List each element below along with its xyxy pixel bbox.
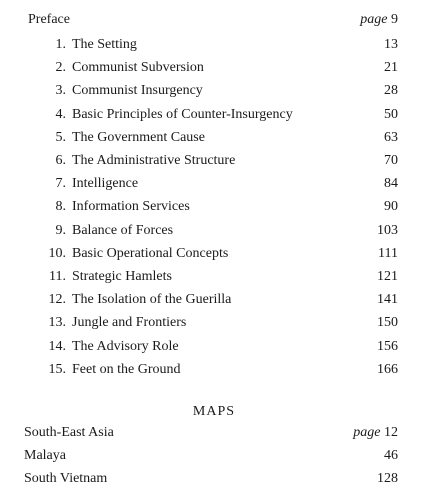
maps-heading: MAPS bbox=[192, 404, 236, 419]
chapter-number: 9. bbox=[55, 222, 66, 238]
chapter-entry bbox=[26, 313, 398, 333]
chapter-title: Feet on the Ground bbox=[72, 361, 181, 377]
chapter-page: 63 bbox=[384, 129, 398, 145]
chapter-number: 6. bbox=[55, 153, 66, 168]
chapter-number: 15. bbox=[48, 361, 66, 377]
page-word: page bbox=[353, 425, 381, 440]
chapter-entry bbox=[26, 290, 398, 310]
map-title: South Vietnam bbox=[24, 471, 108, 486]
chapter-title: Communist Subversion bbox=[72, 60, 204, 76]
chapter-entry bbox=[26, 58, 398, 78]
map-title: South-East Asia bbox=[24, 425, 114, 440]
chapter-number: 3. bbox=[55, 83, 66, 99]
map-entry bbox=[24, 446, 398, 466]
chapter-page: 90 bbox=[384, 199, 398, 215]
chapter-title: Basic Operational Concepts bbox=[72, 245, 229, 261]
chapter-entry bbox=[26, 174, 398, 194]
chapter-number: 5. bbox=[55, 129, 66, 145]
page-word: page bbox=[360, 12, 388, 27]
map-page: 46 bbox=[384, 448, 398, 463]
chapter-number: 13. bbox=[48, 315, 66, 331]
chapter-entry bbox=[26, 151, 398, 171]
chapter-page: 166 bbox=[377, 361, 398, 377]
chapter-entry bbox=[26, 81, 398, 101]
chapter-entry bbox=[26, 197, 398, 217]
chapter-page: 141 bbox=[377, 292, 398, 308]
chapter-title: The Government Cause bbox=[72, 129, 205, 145]
chapter-page: 121 bbox=[377, 269, 398, 284]
chapter-title: The Isolation of the Guerilla bbox=[72, 292, 232, 308]
chapter-page: 28 bbox=[384, 83, 398, 99]
chapter-entry bbox=[26, 105, 398, 125]
chapter-number: 2. bbox=[55, 60, 66, 76]
chapter-entry bbox=[26, 267, 398, 287]
chapter-number: 7. bbox=[55, 176, 66, 192]
preface-page: page 9 bbox=[360, 12, 398, 27]
chapter-page: 21 bbox=[384, 60, 398, 76]
chapter-title: The Administrative Structure bbox=[72, 153, 236, 168]
chapter-page: 50 bbox=[384, 106, 398, 122]
preface-entry bbox=[26, 10, 398, 30]
chapter-title: Basic Principles of Counter-Insurgency bbox=[72, 106, 293, 122]
chapter-page: 103 bbox=[377, 222, 398, 238]
chapter-entry bbox=[26, 337, 398, 357]
chapter-number: 10. bbox=[48, 245, 66, 261]
map-entry bbox=[24, 423, 398, 443]
chapter-page: 111 bbox=[378, 245, 398, 261]
chapter-number: 12. bbox=[48, 292, 66, 308]
chapter-title: Strategic Hamlets bbox=[72, 269, 172, 284]
chapter-title: The Advisory Role bbox=[72, 338, 179, 354]
chapter-number: 11. bbox=[49, 269, 66, 284]
chapter-entry bbox=[26, 128, 398, 148]
chapter-number: 8. bbox=[55, 199, 66, 215]
chapter-title: Intelligence bbox=[72, 176, 139, 192]
chapter-title: Communist Insurgency bbox=[72, 83, 203, 99]
chapter-page: 150 bbox=[377, 315, 398, 331]
chapter-page: 70 bbox=[384, 153, 398, 168]
chapter-entry bbox=[26, 221, 398, 241]
map-page: page 12 bbox=[353, 425, 398, 440]
preface-title: Preface bbox=[28, 12, 70, 27]
chapter-page: 84 bbox=[384, 176, 398, 192]
chapter-number: 1. bbox=[55, 37, 66, 52]
chapter-page: 156 bbox=[377, 338, 398, 354]
chapter-title: Balance of Forces bbox=[72, 222, 174, 238]
chapter-page: 13 bbox=[384, 37, 398, 52]
map-page: 128 bbox=[377, 471, 398, 486]
map-title: Malaya bbox=[24, 448, 66, 463]
chapter-entry bbox=[26, 244, 398, 264]
chapter-number: 4. bbox=[55, 106, 66, 122]
chapter-number: 14. bbox=[48, 338, 66, 354]
chapter-title: The Setting bbox=[72, 37, 137, 52]
map-entry bbox=[24, 469, 398, 489]
chapter-entry bbox=[26, 360, 398, 380]
chapter-title: Information Services bbox=[72, 199, 190, 215]
chapter-entry bbox=[26, 35, 398, 55]
chapter-title: Jungle and Frontiers bbox=[72, 315, 187, 331]
